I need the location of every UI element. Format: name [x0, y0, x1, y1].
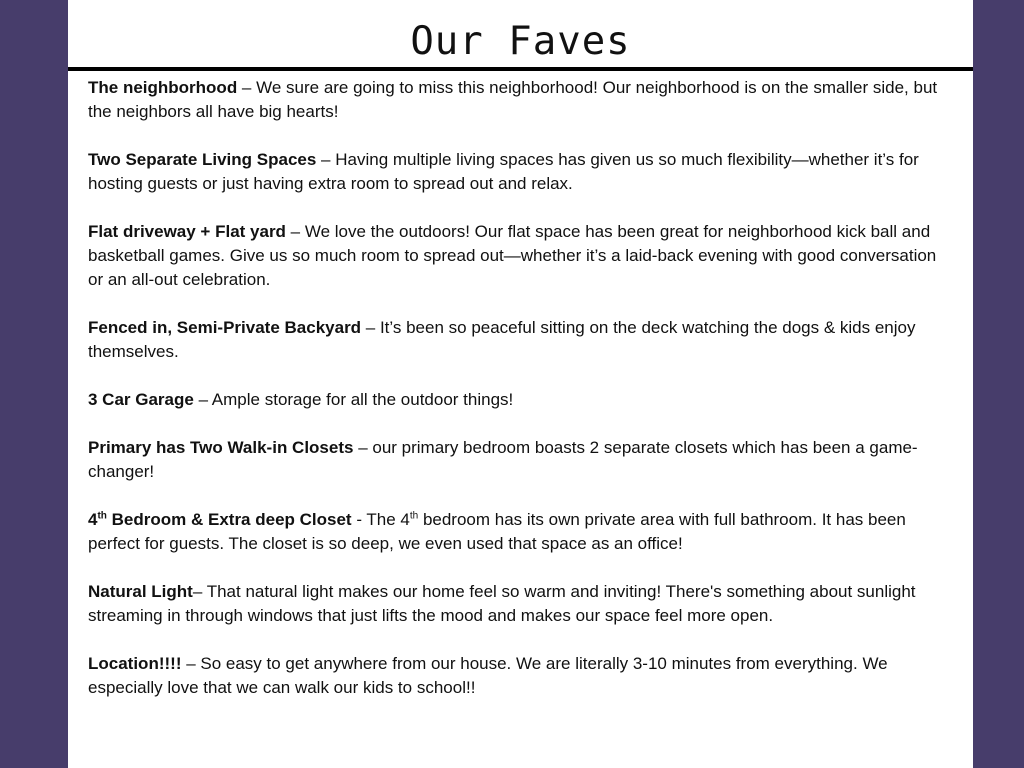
text-ordinal: th — [409, 510, 419, 522]
fave-heading: Natural Light — [88, 582, 193, 601]
fave-text: – We love the outdoors! Our flat space has been great for neighborhood kick ball and basketball games. Give us so much room to spread out—whether it’s a laid-back evening with good conversation or an all-out celebration. — [88, 222, 937, 289]
fave-text-b: bedroom has its own private area with full bathroom. It has been perfect for guests. The closet is so deep, we even used that space as an office! — [88, 510, 906, 553]
fave-living-spaces — [88, 148, 940, 196]
fave-driveway-yard — [88, 220, 940, 292]
fave-location — [88, 652, 940, 700]
fave-heading: 3 Car Garage — [88, 390, 194, 409]
fave-neighborhood — [88, 76, 940, 124]
fave-text: – It’s been so peaceful sitting on the deck watching the dogs & kids enjoy themselves. — [88, 318, 916, 361]
faves-list — [88, 76, 940, 724]
fave-text: – So easy to get anywhere from our house. We are literally 3-10 minutes from everything. We especially love that we can walk our kids to school!! — [88, 654, 888, 697]
document-page — [68, 0, 973, 768]
fave-text-a: - The 4 — [351, 510, 410, 529]
heading-number: 4 — [88, 510, 98, 529]
fave-heading: The neighborhood — [88, 78, 238, 97]
fave-fourth-bedroom — [88, 508, 940, 556]
fave-natural-light — [88, 580, 940, 628]
fave-heading: Flat driveway + Flat yard — [88, 222, 286, 241]
heading-rest: Bedroom & Extra deep Closet — [106, 510, 352, 529]
fave-heading — [88, 510, 352, 529]
fave-heading: Two Separate Living Spaces — [88, 150, 317, 169]
fave-text: – We sure are going to miss this neighborhood! Our neighborhood is on the smaller side, but the neighbors all have big hearts! — [88, 78, 938, 121]
fave-garage — [88, 388, 940, 412]
fave-text: – That natural light makes our home feel so warm and inviting! There's something about sunlight streaming in through windows that just lifts the mood and makes our space feel more open. — [88, 582, 916, 625]
fave-text: – Ample storage for all the outdoor things! — [193, 390, 514, 409]
page-title: Our Faves — [410, 19, 631, 64]
fave-closets — [88, 436, 940, 484]
fave-backyard — [88, 316, 940, 364]
fave-heading: Location!!!! — [88, 654, 182, 673]
heading-ordinal: th — [97, 510, 107, 522]
fave-heading: Primary has Two Walk-in Closets — [88, 438, 354, 457]
title-divider — [68, 67, 973, 71]
fave-text: – our primary bedroom boasts 2 separate closets which has been a game-changer! — [88, 438, 918, 481]
fave-text: – Having multiple living spaces has given us so much flexibility—whether it’s for hosting guests or just having extra room to spread out and relax. — [88, 150, 919, 193]
fave-heading: Fenced in, Semi-Private Backyard — [88, 318, 362, 337]
